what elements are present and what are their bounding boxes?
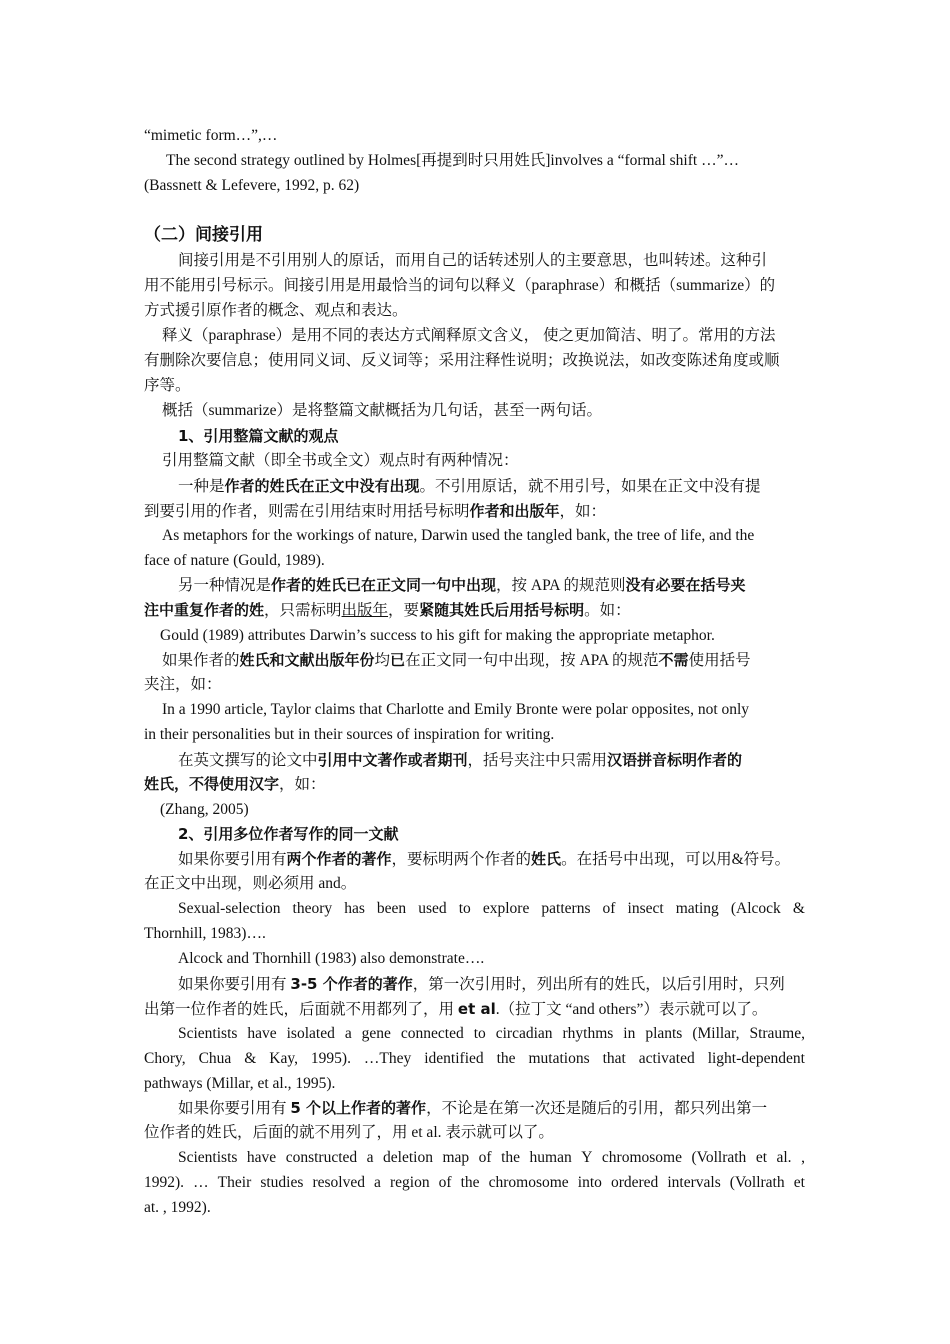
emphasis: 注中重复作者的姓 (144, 601, 265, 619)
text-line: (Bassnett & Lefevere, 1992, p. 62) (144, 177, 360, 194)
text-line: 在英文撰写的论文中引用中文著作或者期刊，括号夹注中只需用汉语拼音标明作者的 (178, 751, 743, 769)
text-line: 间接引用是不引用别人的原话，而用自己的话转述别人的主要意思，也叫转述。这种引 (178, 252, 768, 269)
emphasis: 没有必要在括号夹 (625, 576, 746, 594)
text-line: 如果作者的姓氏和文献出版年份均已在正文同一句中出现，按 APA 的规范不需使用括号 (162, 651, 751, 669)
text-line: 释义（paraphrase）是用不同的表达方式阐释原文含义， 使之更加简洁、明了。常用的方法 (162, 327, 776, 344)
emphasis: 姓氏 (531, 850, 562, 868)
text-line: 如果你要引用有 3-5 个作者的著作，第一次引用时，列出所有的姓氏，以后引用时，只列 (178, 975, 785, 993)
example-line: In a 1990 article, Taylor claims that Charlotte and Emily Bronte were polar opposites, not only (162, 701, 750, 718)
subsection-heading: 2、引用多位作者写作的同一文献 (178, 825, 399, 843)
emphasis: 3-5 个作者的著作 (290, 975, 413, 993)
section-heading: （二）间接引用 (144, 225, 263, 245)
example-line: 1992). … Their studies resolved a region of the chromosome into ordered intervals (Vollrath et (144, 1174, 805, 1191)
text-line: 如果你要引用有两个作者的著作，要标明两个作者的姓氏。在括号中出现，可以用&符号。 (178, 850, 791, 868)
text-line: 位作者的姓氏，后面的就不用列了，用 et al. 表示就可以了。 (144, 1124, 554, 1141)
text-line: 另一种情况是作者的姓氏已在正文同一句中出现，按 APA 的规范则没有必要在括号夹 (178, 576, 746, 594)
underlined-text: 出版年 (341, 602, 389, 619)
text-line: 用不能用引号标示。间接引用是用最恰当的词句以释义（paraphrase）和概括（summarize）的 (144, 277, 776, 294)
example-line: (Zhang, 2005) (160, 801, 249, 818)
text-line: 一种是作者的姓氏在正文中没有出现。不引用原话，就不用引号，如果在正文中没有提 (178, 477, 761, 495)
example-line: Chory, Chua & Kay, 1995). …They identified the mutations that activated light-dependent (144, 1050, 805, 1067)
text-line: 夹注，如： (144, 676, 222, 693)
example-line: pathways (Millar, et al., 1995). (144, 1075, 336, 1092)
emphasis: 作者和出版年 (469, 502, 560, 520)
emphasis: 紧随其姓氏后用括号标明 (419, 601, 585, 619)
text-line: 到要引用的作者，则需在引用结束时用括号标明作者和出版年，如： (144, 502, 607, 520)
emphasis: 姓氏，不得使用汉字 (144, 775, 280, 793)
subsection-heading: 1、引用整篇文献的观点 (178, 427, 339, 445)
emphasis: 5 个以上作者的著作 (290, 1099, 427, 1117)
example-line: Thornhill, 1983)…. (144, 925, 266, 942)
emphasis: 不需 (658, 651, 689, 669)
emphasis: 引用中文著作或者期刊 (317, 751, 468, 769)
text-line: 概括（summarize）是将整篇文献概括为几句话，甚至一两句话。 (162, 402, 603, 419)
emphasis: 汉语拼音标明作者的 (607, 751, 743, 769)
text-line: 出第一位作者的姓氏，后面就不用都列了，用 et al.（拉丁文 “and others”）表示就可以了。 (144, 1000, 768, 1018)
text-line: 如果你要引用有 5 个以上作者的著作，不论是在第一次还是随后的引用，都只列出第一 (178, 1099, 768, 1117)
emphasis: 作者的姓氏已在正文同一句中出现 (271, 576, 497, 594)
example-line: Gould (1989) attributes Darwin’s success to his gift for making the appropriate metaphor. (160, 627, 715, 644)
example-line: Scientists have isolated a gene connected to circadian rhythms in plants (Millar, Straume, (178, 1025, 805, 1042)
example-line: at. , 1992). (144, 1199, 211, 1216)
emphasis: 已 (390, 651, 406, 669)
example-line: Scientists have constructed a deletion map of the human Y chromosome (Vollrath et al. , (178, 1149, 805, 1166)
emphasis: 姓氏和文献出版年份 (239, 651, 375, 669)
text-line: 有删除次要信息；使用同义词、反义词等；采用注释性说明；改换说法，如改变陈述角度或顺 (144, 352, 780, 369)
text-line: 序等。 (144, 377, 191, 394)
text-line: The second strategy outlined by Holmes[再提到时只用姓氏]involves a “formal shift …”… (166, 152, 739, 169)
example-line: in their personalities but in their sources of inspiration for writing. (144, 726, 555, 743)
emphasis: 作者的姓氏在正文中没有出现 (224, 477, 420, 495)
example-line: face of nature (Gould, 1989). (144, 552, 325, 569)
emphasis: 两个作者的著作 (286, 850, 392, 868)
text-line: “mimetic form…”,… (144, 127, 278, 144)
example-line: As metaphors for the workings of nature, Darwin used the tangled bank, the tree of life, and the (162, 527, 755, 544)
text-line: 在正文中出现，则必须用 and。 (144, 875, 357, 892)
example-line: Sexual-selection theory has been used to explore patterns of insect mating (Alcock & (178, 900, 805, 917)
text-line: 引用整篇文献（即全书或全文）观点时有两种情况： (162, 452, 519, 469)
example-line: Alcock and Thornhill (1983) also demonstrate…. (178, 950, 485, 967)
text-line: 姓氏，不得使用汉字，如： (144, 775, 326, 793)
emphasis: et al (457, 1000, 496, 1018)
text-line: 方式援引原作者的概念、观点和表达。 (144, 302, 408, 319)
text-line: 注中重复作者的姓，只需标明出版年，要紧随其姓氏后用括号标明。如： (144, 601, 631, 619)
